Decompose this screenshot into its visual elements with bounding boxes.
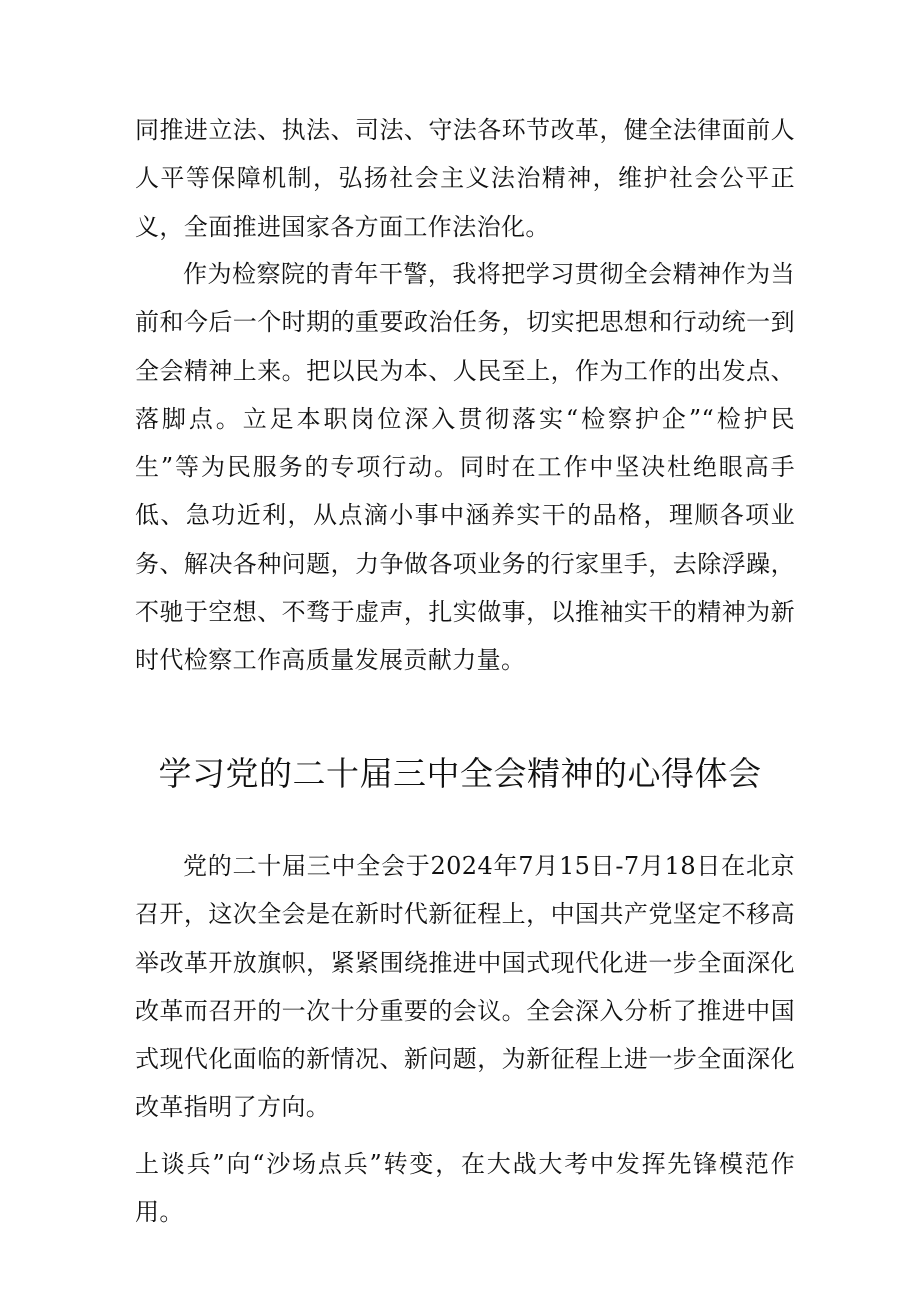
body-paragraph: 作为检察院的青年干警，我将把学习贯彻全会精神作为当前和今后一个时期的重要政治任务，切实把思想和行动统一到全会精神上来。把以民为本、人民至上，作为工作的出发点、落脚点。立足本职岗位深入贯彻落实“检察护企”“检护民生”等为民服务的专项行动。同时在工作中坚决杜绝眼高手低、急功近利，从点滴小事中涵养实干的品格，理顺各项业务、解决各种问题，力争做各项业务的行家里手，去除浮躁，不驰于空想、不骛于虚声，扎实做事，以推袖实干的精神为新时代检察工作高质量发展贡献力量。 xyxy=(135,260,795,675)
body-paragraph: 党的二十届三中全会于2024年7月15日-7月18日在北京召开，这次全会是在新时代新征程上，中国共产党坚定不移高举改革开放旗帜，紧紧围绕推进中国式现代化进一步全面深化改革而召开的一次十分重要的会议。全会深入分析了推进中国式现代化面临的新情况、新问题，为新征程上进一步全面深化改革指明了方向。 xyxy=(135,852,795,1122)
body-paragraph: 同推进立法、执法、司法、守法各环节改革，健全法律面前人人平等保障机制，弘扬社会主义法治精神，维护社会公平正义，全面推进国家各方面工作法治化。 xyxy=(135,116,795,241)
section-heading: 学习党的二十届三中全会精神的心得体会 xyxy=(158,754,762,793)
body-paragraph: 上谈兵”向“沙场点兵”转变，在大战大考中发挥先锋模范作用。 xyxy=(135,1150,795,1227)
